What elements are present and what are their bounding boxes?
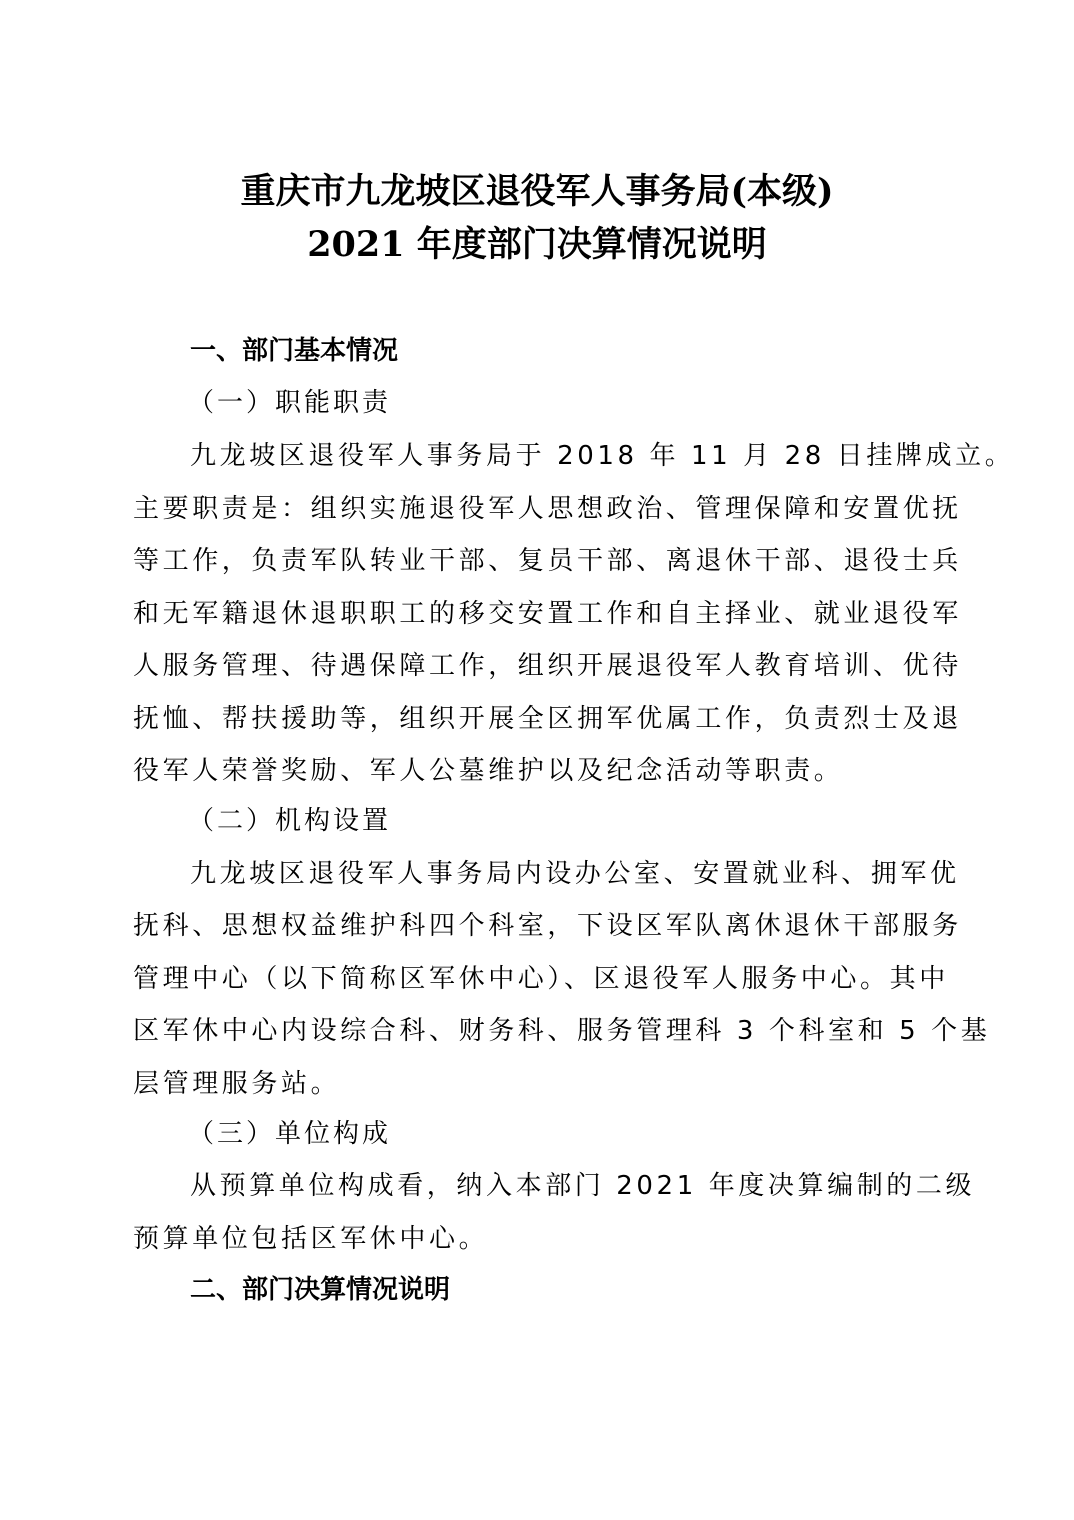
subsection-3-heading: （三）单位构成: [188, 1119, 392, 1149]
paragraph-line: 从预算单位构成看，纳入本部门 2021 年度决算编制的二级: [190, 1171, 976, 1201]
paragraph-line: 抚科、思想权益维护科四个科室，下设区军队离休退休干部服务: [133, 911, 962, 941]
paragraph-line: 抚恤、帮扶援助等，组织开展全区拥军优属工作，负责烈士及退: [133, 704, 962, 734]
paragraph-line: 役军人荣誉奖励、军人公墓维护以及纪念活动等职责。: [133, 756, 844, 786]
paragraph-line: 区军休中心内设综合科、财务科、服务管理科 3 个科室和 5 个基: [133, 1016, 991, 1046]
section-1-heading: 一、部门基本情况: [190, 336, 399, 366]
paragraph-line: 九龙坡区退役军人事务局于 2018 年 11 月 28 日挂牌成立。: [190, 441, 1015, 471]
document-title-line-2: 2021 年度部门决算情况说明: [307, 224, 767, 265]
paragraph-line: 人服务管理、待遇保障工作，组织开展退役军人教育培训、优待: [133, 651, 962, 681]
paragraph-line: 主要职责是：组织实施退役军人思想政治、管理保障和安置优抚: [133, 494, 962, 524]
document-title-line-1: 重庆市九龙坡区退役军人事务局(本级): [240, 171, 834, 212]
paragraph-line: 管理中心（以下简称区军休中心）、区退役军人服务中心。其中: [133, 964, 949, 994]
subsection-2-heading: （二）机构设置: [188, 806, 392, 836]
subsection-1-heading: （一）职能职责: [188, 388, 392, 418]
paragraph-line: 层管理服务站。: [133, 1069, 341, 1099]
paragraph-line: 预算单位包括区军休中心。: [133, 1224, 489, 1254]
paragraph-line: 等工作，负责军队转业干部、复员干部、离退休干部、退役士兵: [133, 546, 962, 576]
section-2-heading: 二、部门决算情况说明: [190, 1275, 451, 1305]
paragraph-line: 和无军籍退休退职职工的移交安置工作和自主择业、就业退役军: [133, 599, 962, 629]
paragraph-line: 九龙坡区退役军人事务局内设办公室、安置就业科、拥军优: [190, 859, 960, 889]
